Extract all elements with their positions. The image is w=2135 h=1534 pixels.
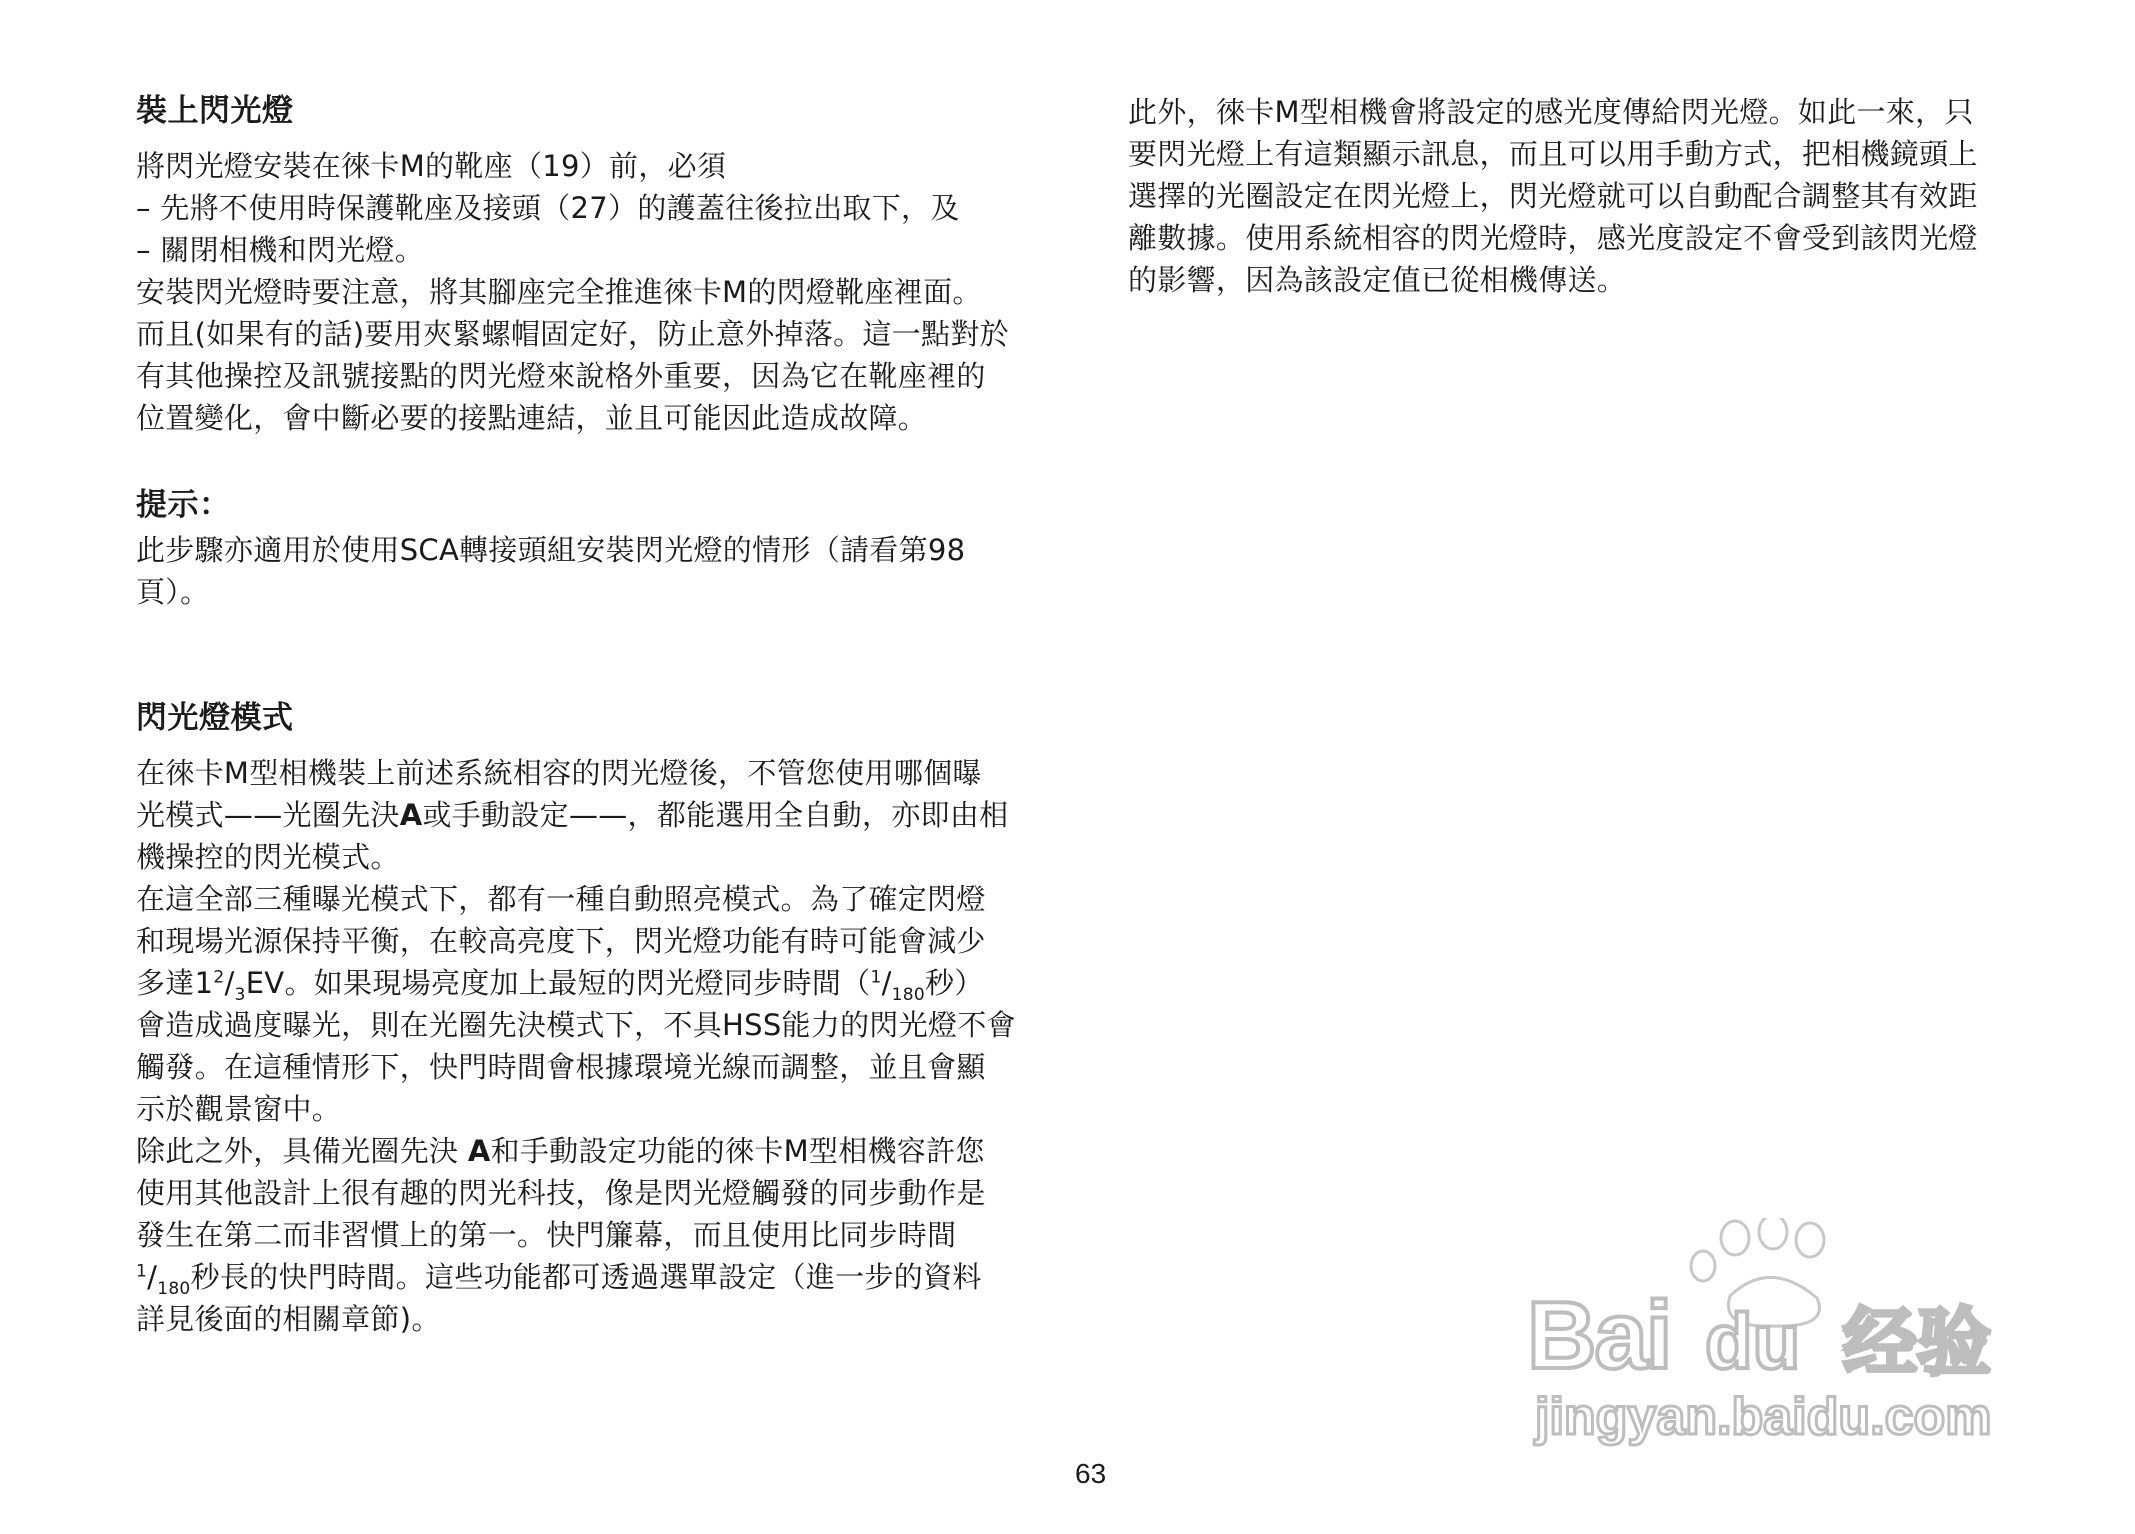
text-line: 離數據。使用系統相容的閃光燈時，感光度設定不會受到該閃光燈 — [1128, 221, 1978, 255]
text-line — [136, 1130, 1016, 1172]
baidu-jingyan-watermark — [1525, 1218, 2035, 1448]
section-heading-flash-modes: 閃光燈模式 — [136, 700, 294, 736]
text-span: 秒） — [925, 966, 984, 1000]
fraction-slash: / — [147, 1260, 158, 1294]
text-line: 使用其他設計上很有趣的閃光科技，像是閃光燈觸發的同步動作是 — [136, 1176, 986, 1210]
text-line: 選擇的光圈設定在閃光燈上，閃光燈就可以自動配合調整其有效距 — [1128, 179, 1978, 213]
text-line: – 關閉相機和閃光燈。 — [136, 233, 425, 267]
fraction-denominator: 3 — [234, 984, 246, 1005]
fraction-slash: / — [224, 966, 235, 1000]
text-line: 此外，徠卡M型相機會將設定的感光度傳給閃光燈。如此一來，只 — [1128, 95, 1974, 129]
text-line: 此步驟亦適用於使用SCA轉接頭組安裝閃光燈的情形（請看第98 — [136, 533, 966, 567]
right-body — [1128, 91, 1978, 301]
text-line: 將閃光燈安裝在徠卡M的靴座（19）前，必須 — [136, 149, 727, 183]
fraction-denominator: 180 — [891, 984, 926, 1005]
text-span: 多達1 — [136, 966, 214, 1000]
watermark-brand-cn: 经验 — [1843, 1300, 1991, 1386]
text-line: 詳見後面的相關章節)。 — [136, 1302, 441, 1336]
paw-icon — [1691, 1218, 1824, 1326]
text-span: 秒長的快門時間。這些功能都可透過選單設定（進一步的資料 — [190, 1260, 982, 1294]
text-line: 的影響，因為該設定值已從相機傳送。 — [1128, 263, 1627, 297]
mode-symbol-a: A — [399, 798, 423, 832]
text-line: – 先將不使用時保護靴座及接頭（27）的護蓋往後拉出取下，及 — [136, 191, 960, 225]
text-line: 在徠卡M型相機裝上前述系統相容的閃光燈後，不管您使用哪個曝 — [136, 756, 982, 790]
text-line — [136, 1256, 1016, 1298]
text-span: 和手動設定功能的徠卡M型相機容許您 — [490, 1134, 985, 1168]
text-line: 要閃光燈上有這類顯示訊息，而且可以用手動方式，把相機鏡頭上 — [1128, 137, 1978, 171]
text-span: 或手動設定——，都能選用全自動，亦即由相 — [422, 798, 1009, 832]
text-line — [136, 962, 1016, 1004]
text-line: 機操控的閃光模式。 — [136, 840, 400, 874]
text-span: 除此之外，具備光圈先決 — [136, 1134, 468, 1168]
watermark-brand-du: du — [1705, 1297, 1801, 1385]
text-line: 示於觀景窗中。 — [136, 1092, 342, 1126]
text-span: 光模式——光圈先決 — [136, 798, 400, 832]
text-line: 有其他操控及訊號接點的閃光燈來說格外重要，因為它在靴座裡的 — [136, 359, 986, 393]
page-number: 63 — [1075, 1458, 1107, 1489]
text-line — [136, 794, 1016, 836]
text-line: 觸發。在這種情形下，快門時間會根據環境光線而調整，並且會顯 — [136, 1050, 986, 1084]
section-heading-mount-flash: 裝上閃光燈 — [136, 93, 294, 129]
fraction-numerator: 1 — [870, 967, 882, 988]
flash-modes-body — [136, 752, 1016, 1340]
mount-flash-body — [136, 145, 1009, 439]
text-line: 和現場光源保持平衡，在較高亮度下，閃光燈功能有時可能會減少 — [136, 924, 986, 958]
text-line: 頁）。 — [136, 575, 210, 609]
watermark-url: jingyan.baidu.com — [1535, 1388, 1992, 1446]
watermark-brand: Bai — [1527, 1282, 1671, 1389]
fraction-denominator: 180 — [157, 1278, 191, 1299]
fraction-slash: / — [881, 966, 892, 1000]
text-line: 發生在第二而非習慣上的第一。快門簾幕，而且使用比同步時間 — [136, 1218, 957, 1252]
text-line: 會造成過度曝光，則在光圈先決模式下，不具HSS能力的閃光燈不會 — [136, 1008, 1016, 1042]
fraction-numerator: 1 — [136, 1261, 148, 1282]
fraction-numerator: 2 — [213, 967, 225, 988]
tip-heading: 提示： — [136, 487, 231, 523]
text-line: 在這全部三種曝光模式下，都有一種自動照亮模式。為了確定閃燈 — [136, 882, 986, 916]
text-span: EV。如果現場亮度加上最短的閃光燈同步時間（ — [245, 966, 871, 1000]
text-line: 位置變化，會中斷必要的接點連結，並且可能因此造成故障。 — [136, 401, 928, 435]
mode-symbol-a: A — [467, 1134, 491, 1168]
tip-body — [136, 529, 965, 613]
text-line: 安裝閃光燈時要注意，將其腳座完全推進徠卡M的閃燈靴座裡面。 — [136, 275, 982, 309]
text-line: 而且(如果有的話)要用夾緊螺帽固定好，防止意外掉落。這一點對於 — [136, 317, 1009, 351]
